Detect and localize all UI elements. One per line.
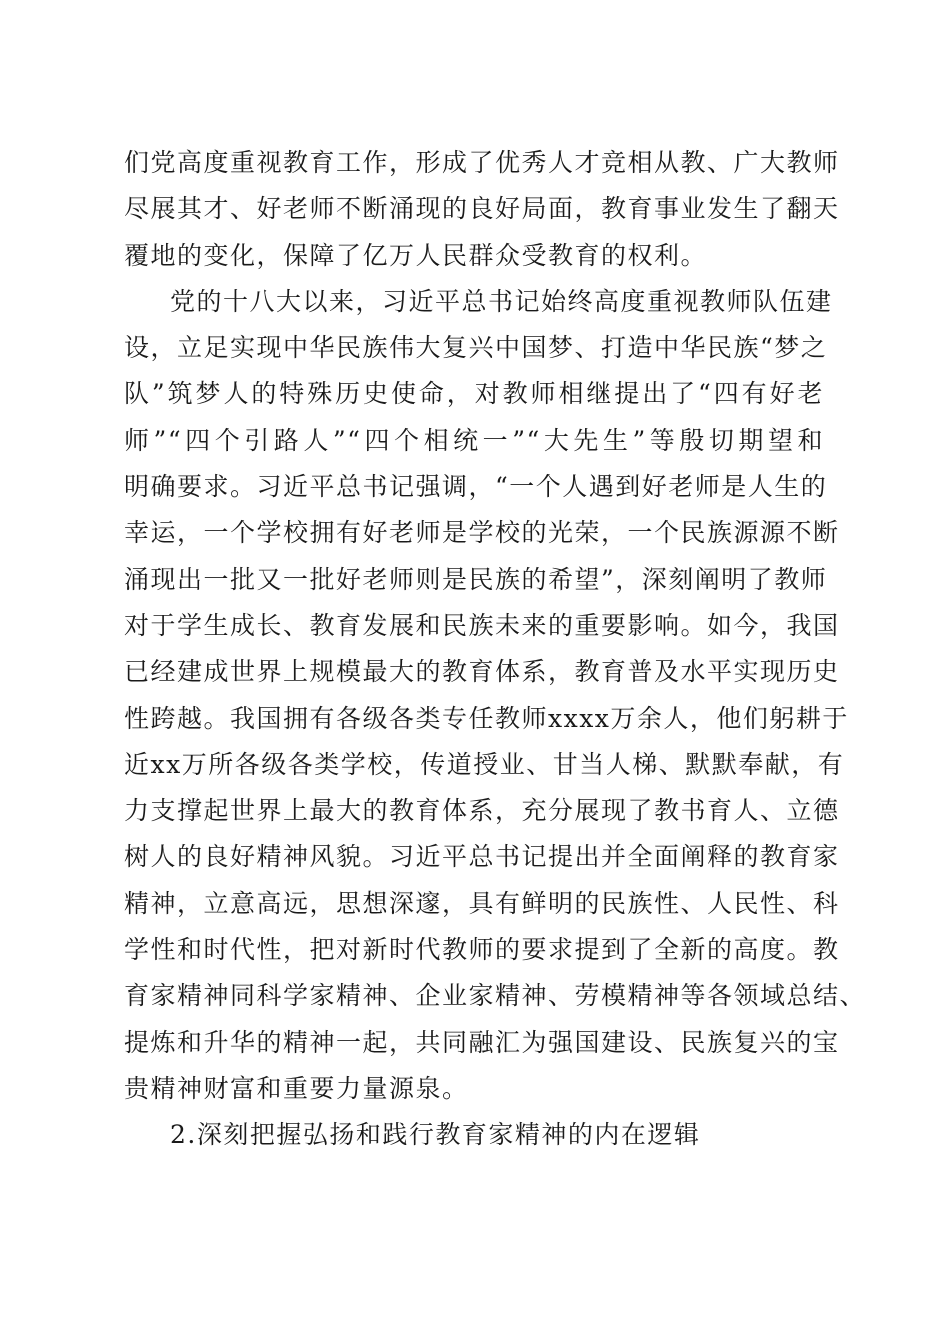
paragraph-2-line: 队”筑梦人的特殊历史使命，对教师相继提出了“四有好老 — [124, 379, 824, 409]
paragraph-2-line: 精神，立意高远，思想深邃，具有鲜明的民族性、人民性、科 — [124, 888, 840, 918]
paragraph-2-line: 幸运，一个学校拥有好老师是学校的光荣，一个民族源源不断 — [124, 518, 840, 548]
paragraph-2-line: 育家精神同科学家精神、企业家精神、劳模精神等各领域总结、 — [124, 981, 867, 1011]
body-text — [124, 140, 867, 1159]
paragraph-1-line: 尽展其才、好老师不断涌现的良好局面，教育事业发生了翻天 — [124, 194, 840, 224]
paragraph-1-line: 们党高度重视教育工作，形成了优秀人才竞相从教、广大教师 — [124, 148, 840, 177]
paragraph-2-line: 涌现出一批又一批好老师则是民族的希望”，深刻阐明了教师 — [124, 564, 828, 594]
paragraph-2-line: 师”“四个引路人”“四个相统一”“大先生”等殷切期望和 — [124, 425, 824, 455]
paragraph-2-line: 提炼和升华的精神一起，共同融汇为强国建设、民族复兴的宝 — [124, 1027, 840, 1057]
paragraph-2-line: 明确要求。习近平总书记强调，“一个人遇到好老师是人生的 — [124, 472, 828, 502]
paragraph-1-line: 覆地的变化，保障了亿万人民群众受教育的权利。 — [124, 240, 708, 270]
paragraph-2-line: 性跨越。我国拥有各级各类专任教师xxxx万余人，他们躬耕于 — [124, 703, 849, 733]
paragraph-2-line: 树人的良好精神风貌。习近平总书记提出并全面阐释的教育家 — [124, 842, 840, 872]
paragraph-2-line: 已经建成世界上规模最大的教育体系，教育普及水平实现历史 — [124, 657, 840, 687]
paragraph-2-line: 力支撑起世界上最大的教育体系，充分展现了教书育人、立德 — [124, 796, 840, 826]
paragraph-2-line: 设，立足实现中华民族伟大复兴中国梦、打造中华民族“梦之 — [124, 333, 828, 363]
section-heading: 2.深刻把握弘扬和践行教育家精神的内在逻辑 — [170, 1120, 701, 1150]
paragraph-2-line: 近xx万所各级各类学校，传道授业、甘当人梯、默默奉献，有 — [124, 749, 845, 779]
paragraph-2-line: 学性和时代性，把对新时代教师的要求提到了全新的高度。教 — [124, 935, 840, 965]
paragraph-2-line: 对于学生成长、教育发展和民族未来的重要影响。如今，我国 — [124, 610, 840, 640]
paragraph-2-line: 党的十八大以来，习近平总书记始终高度重视教师队伍建 — [170, 286, 833, 316]
paragraph-2-line: 贵精神财富和重要力量源泉。 — [124, 1073, 469, 1103]
